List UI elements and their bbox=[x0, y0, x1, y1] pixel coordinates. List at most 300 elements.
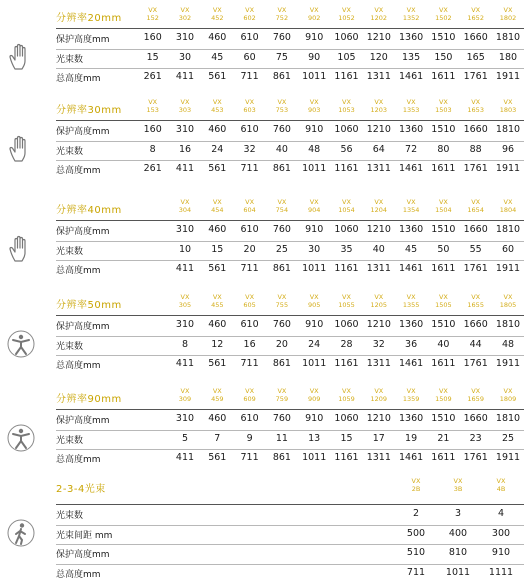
table-cell: 36 bbox=[405, 338, 418, 350]
table-cell: 861 bbox=[272, 358, 291, 369]
row-label: 光束数 bbox=[56, 511, 84, 521]
table-cell: 561 bbox=[208, 163, 227, 174]
table-cell: 711 bbox=[240, 263, 259, 274]
model-prefix: VX bbox=[148, 98, 158, 106]
table-cell: 1510 bbox=[431, 319, 456, 330]
model-prefix: VX bbox=[406, 293, 416, 301]
model-number: 153 bbox=[146, 106, 159, 114]
table-cell: 60 bbox=[243, 51, 256, 63]
table-row bbox=[56, 410, 524, 429]
table-row bbox=[56, 49, 524, 68]
model-code bbox=[461, 98, 491, 114]
table-cell: 1810 bbox=[495, 413, 521, 424]
table-cell: 910 bbox=[305, 224, 324, 235]
table-cell: 1810 bbox=[495, 224, 521, 235]
model-code bbox=[235, 293, 265, 309]
model-prefix: VX bbox=[503, 293, 513, 301]
table-cell: 760 bbox=[272, 124, 291, 135]
table-row bbox=[56, 121, 524, 140]
table-cell: 23 bbox=[469, 432, 482, 444]
table-cell: 610 bbox=[240, 32, 259, 43]
model-prefix: VX bbox=[277, 198, 287, 206]
table-cell: 1360 bbox=[399, 413, 424, 424]
model-number: 309 bbox=[178, 395, 192, 403]
model-number: 304 bbox=[178, 206, 192, 214]
model-code bbox=[332, 6, 362, 22]
model-code bbox=[299, 198, 329, 214]
table-cell: 760 bbox=[272, 413, 291, 424]
model-code bbox=[428, 198, 458, 214]
table-row bbox=[56, 241, 524, 260]
table-cell: 1911 bbox=[495, 71, 521, 82]
model-number: 1805 bbox=[499, 301, 517, 309]
section-title: 分辨率40mm bbox=[56, 205, 122, 216]
model-number: 759 bbox=[275, 395, 289, 403]
table-row bbox=[56, 564, 524, 583]
table-cell: 1161 bbox=[334, 452, 359, 463]
section-title: 分辨率30mm bbox=[56, 105, 122, 116]
table-cell: 1111 bbox=[488, 566, 514, 578]
table-cell: 261 bbox=[143, 71, 162, 82]
table-row bbox=[56, 316, 524, 335]
table-cell: 1360 bbox=[399, 32, 424, 43]
table-cell: 460 bbox=[208, 413, 227, 424]
table-cell: 1161 bbox=[334, 358, 359, 369]
table-cell: 48 bbox=[308, 143, 321, 155]
model-number: 455 bbox=[211, 301, 224, 309]
table-cell: 24 bbox=[308, 338, 321, 350]
table-cell: 1011 bbox=[302, 358, 327, 369]
model-code bbox=[396, 198, 426, 214]
table-cell: 1461 bbox=[399, 163, 424, 174]
model-number: 753 bbox=[275, 106, 289, 114]
model-prefix: VX bbox=[342, 198, 351, 206]
table-cell: 1761 bbox=[463, 358, 488, 369]
model-code bbox=[443, 477, 473, 493]
model-prefix: VX bbox=[277, 6, 287, 14]
table-cell: 810 bbox=[448, 547, 468, 558]
table-cell: 1510 bbox=[431, 32, 456, 43]
table-cell: 20 bbox=[243, 243, 256, 255]
table-cell: 1161 bbox=[334, 263, 359, 274]
table-cell: 711 bbox=[240, 163, 259, 174]
table-cell: 1060 bbox=[334, 413, 359, 424]
table-cell: 1210 bbox=[366, 124, 391, 135]
model-prefix: VX bbox=[406, 198, 416, 206]
model-number: 2B bbox=[411, 485, 421, 493]
walking-person-icon bbox=[6, 518, 36, 548]
body-icon bbox=[6, 423, 36, 453]
model-prefix: VX bbox=[180, 6, 190, 14]
table-cell: 1611 bbox=[431, 71, 456, 82]
table-cell: 760 bbox=[272, 319, 291, 330]
model-prefix: VX bbox=[277, 387, 287, 395]
model-code bbox=[267, 387, 297, 403]
table-cell: 561 bbox=[208, 452, 227, 463]
table-cell: 2 bbox=[412, 508, 420, 519]
model-code bbox=[364, 198, 394, 214]
model-code bbox=[170, 98, 200, 114]
table-cell: 1660 bbox=[463, 319, 488, 330]
table-cell: 16 bbox=[178, 143, 192, 155]
table-cell: 1311 bbox=[366, 163, 391, 174]
model-code bbox=[202, 98, 232, 114]
table-cell: 711 bbox=[406, 566, 426, 578]
table-cell: 1461 bbox=[399, 263, 424, 274]
row-label: 光束数 bbox=[56, 54, 84, 65]
model-code bbox=[364, 6, 394, 22]
model-prefix: VX bbox=[245, 198, 255, 206]
model-code bbox=[267, 98, 297, 114]
model-code bbox=[396, 6, 426, 22]
table-row bbox=[56, 336, 524, 355]
table-cell: 460 bbox=[208, 124, 227, 135]
table-row bbox=[56, 141, 524, 160]
table-row bbox=[56, 430, 524, 449]
table-cell: 1510 bbox=[431, 124, 456, 135]
table-cell: 1311 bbox=[366, 452, 391, 463]
model-number: 609 bbox=[243, 395, 256, 403]
table-cell: 460 bbox=[208, 32, 227, 43]
table-cell: 411 bbox=[175, 358, 195, 369]
row-label: 总高度mm bbox=[56, 74, 101, 84]
model-number: 1355 bbox=[402, 301, 420, 309]
table-cell: 561 bbox=[208, 263, 227, 274]
model-prefix: VX bbox=[309, 6, 319, 14]
table-cell: 411 bbox=[175, 71, 195, 82]
table-cell: 1360 bbox=[399, 124, 424, 135]
model-prefix: VX bbox=[212, 198, 222, 206]
table-cell: 910 bbox=[305, 413, 324, 424]
row-label: 总高度mm bbox=[56, 266, 101, 276]
model-prefix: VX bbox=[503, 387, 513, 395]
table-cell: 711 bbox=[240, 452, 259, 463]
model-prefix: VX bbox=[438, 98, 448, 106]
table-cell: 1611 bbox=[431, 163, 456, 174]
table-cell: 610 bbox=[240, 413, 259, 424]
model-prefix: VX bbox=[212, 293, 222, 301]
table-row bbox=[56, 355, 524, 374]
table-cell: 310 bbox=[175, 413, 195, 424]
model-prefix: VX bbox=[438, 293, 448, 301]
table-cell: 1210 bbox=[366, 413, 391, 424]
model-prefix: VX bbox=[471, 98, 481, 106]
model-prefix: VX bbox=[180, 98, 190, 106]
model-prefix: VX bbox=[374, 98, 384, 106]
model-code bbox=[299, 293, 329, 309]
model-code bbox=[332, 198, 362, 214]
table-cell: 15 bbox=[146, 51, 159, 63]
table-cell: 1461 bbox=[399, 71, 424, 82]
table-cell: 75 bbox=[275, 51, 288, 63]
model-code bbox=[299, 6, 329, 22]
model-prefix: VX bbox=[374, 6, 384, 14]
model-prefix: VX bbox=[438, 387, 448, 395]
table-cell: 48 bbox=[501, 338, 515, 350]
table-cell: 20 bbox=[275, 338, 288, 350]
table-cell: 1060 bbox=[334, 124, 359, 135]
table-row bbox=[56, 160, 524, 179]
model-number: 602 bbox=[243, 14, 256, 22]
table-cell: 861 bbox=[272, 263, 291, 274]
model-number: 1803 bbox=[499, 106, 517, 114]
table-cell: 10 bbox=[178, 243, 192, 255]
model-code bbox=[332, 387, 362, 403]
model-number: 1354 bbox=[402, 206, 420, 214]
model-prefix: VX bbox=[374, 198, 384, 206]
model-number: 1502 bbox=[435, 14, 452, 22]
table-cell: 1060 bbox=[334, 32, 359, 43]
row-label: 保护高度mm bbox=[56, 416, 110, 426]
table-cell: 400 bbox=[448, 527, 468, 539]
table-cell: 1761 bbox=[463, 452, 488, 463]
model-prefix: VX bbox=[471, 293, 481, 301]
table-cell: 460 bbox=[208, 319, 227, 330]
model-prefix: VX bbox=[471, 387, 481, 395]
model-prefix: VX bbox=[453, 477, 463, 485]
model-code bbox=[493, 293, 523, 309]
section-title: 分辨率90mm bbox=[56, 394, 122, 405]
model-prefix: VX bbox=[180, 198, 190, 206]
model-code bbox=[461, 198, 491, 214]
model-prefix: VX bbox=[212, 98, 222, 106]
model-code bbox=[493, 98, 523, 114]
model-prefix: VX bbox=[245, 98, 255, 106]
table-cell: 760 bbox=[272, 224, 291, 235]
table-cell: 310 bbox=[175, 224, 195, 235]
model-code bbox=[202, 293, 232, 309]
model-prefix: VX bbox=[180, 293, 190, 301]
model-prefix: VX bbox=[342, 387, 351, 395]
model-prefix: VX bbox=[180, 387, 190, 395]
table-row bbox=[56, 221, 524, 240]
table-cell: 17 bbox=[372, 432, 385, 444]
table-cell: 72 bbox=[405, 143, 418, 155]
table-cell: 1210 bbox=[366, 224, 391, 235]
table-cell: 7 bbox=[214, 432, 221, 444]
table-cell: 261 bbox=[143, 163, 162, 174]
model-code bbox=[235, 387, 265, 403]
table-cell: 1761 bbox=[463, 163, 488, 174]
table-cell: 40 bbox=[275, 143, 288, 155]
model-prefix: VX bbox=[503, 98, 513, 106]
table-cell: 610 bbox=[240, 124, 259, 135]
model-code bbox=[364, 387, 394, 403]
table-cell: 861 bbox=[272, 163, 291, 174]
table-cell: 1011 bbox=[302, 163, 327, 174]
model-number: 1055 bbox=[338, 301, 355, 309]
hand-icon bbox=[6, 42, 36, 72]
model-code bbox=[170, 6, 200, 22]
table-cell: 561 bbox=[208, 71, 227, 82]
model-code bbox=[267, 198, 297, 214]
table-cell: 910 bbox=[305, 32, 324, 43]
model-number: 452 bbox=[211, 14, 224, 22]
table-cell: 45 bbox=[405, 243, 418, 255]
row-label: 总高度mm bbox=[56, 455, 101, 465]
model-code bbox=[332, 293, 362, 309]
model-prefix: VX bbox=[342, 98, 351, 106]
table-cell: 910 bbox=[491, 547, 511, 558]
table-cell: 861 bbox=[272, 452, 291, 463]
table-cell: 460 bbox=[208, 224, 227, 235]
table-cell: 300 bbox=[491, 527, 511, 539]
model-code bbox=[461, 387, 491, 403]
table-cell: 8 bbox=[149, 143, 156, 155]
table-cell: 1360 bbox=[399, 224, 424, 235]
row-label: 保护高度mm bbox=[56, 127, 110, 137]
table-row bbox=[56, 505, 524, 524]
model-number: 302 bbox=[178, 14, 192, 22]
table-cell: 411 bbox=[175, 263, 195, 274]
table-row bbox=[56, 29, 524, 48]
model-number: 1504 bbox=[435, 206, 452, 214]
hand-icon bbox=[6, 134, 36, 164]
table-cell: 15 bbox=[211, 243, 224, 255]
model-code bbox=[396, 387, 426, 403]
model-code bbox=[202, 6, 232, 22]
row-label: 光束数 bbox=[56, 341, 84, 352]
model-number: 1209 bbox=[370, 395, 388, 403]
model-number: 1059 bbox=[338, 395, 355, 403]
table-cell: 3 bbox=[454, 508, 462, 519]
row-label: 光束数 bbox=[56, 146, 84, 157]
row-label: 总高度mm bbox=[56, 361, 101, 371]
model-prefix: VX bbox=[309, 293, 319, 301]
table-cell: 30 bbox=[308, 243, 321, 255]
model-number: 1204 bbox=[370, 206, 388, 214]
table-cell: 760 bbox=[272, 32, 291, 43]
table-cell: 19 bbox=[405, 432, 418, 444]
model-prefix: VX bbox=[245, 387, 255, 395]
table-cell: 861 bbox=[272, 71, 291, 82]
model-number: 303 bbox=[178, 106, 192, 114]
model-prefix: VX bbox=[374, 387, 384, 395]
table-cell: 28 bbox=[340, 338, 353, 350]
model-prefix: VX bbox=[277, 293, 287, 301]
model-code bbox=[170, 293, 200, 309]
model-number: 305 bbox=[178, 301, 192, 309]
row-label: 总高度mm bbox=[56, 569, 101, 580]
table-cell: 1660 bbox=[463, 124, 488, 135]
table-cell: 1611 bbox=[431, 358, 456, 369]
model-code bbox=[299, 98, 329, 114]
table-cell: 32 bbox=[372, 338, 385, 350]
model-code bbox=[493, 198, 523, 214]
model-number: 1509 bbox=[435, 395, 452, 403]
model-number: 1654 bbox=[467, 206, 484, 214]
section-title: 2-3-4光束 bbox=[56, 484, 106, 495]
table-cell: 310 bbox=[175, 319, 195, 330]
table-cell: 1360 bbox=[399, 319, 424, 330]
model-code bbox=[428, 6, 458, 22]
model-number: 755 bbox=[275, 301, 289, 309]
model-code bbox=[138, 6, 168, 22]
table-cell: 135 bbox=[402, 51, 421, 63]
table-cell: 1810 bbox=[495, 319, 521, 330]
table-cell: 45 bbox=[211, 51, 224, 63]
row-label: 保护高度mm bbox=[56, 227, 110, 237]
model-number: 1659 bbox=[467, 395, 484, 403]
table-cell: 16 bbox=[243, 338, 256, 350]
table-cell: 35 bbox=[340, 243, 353, 255]
model-number: 1052 bbox=[338, 14, 355, 22]
table-cell: 1911 bbox=[495, 452, 521, 463]
model-code bbox=[428, 98, 458, 114]
table-cell: 5 bbox=[181, 432, 189, 444]
table-cell: 610 bbox=[240, 224, 259, 235]
model-number: 904 bbox=[307, 206, 321, 214]
table-cell: 1761 bbox=[463, 263, 488, 274]
table-cell: 44 bbox=[469, 338, 482, 350]
table-cell: 56 bbox=[340, 143, 353, 155]
table-row bbox=[56, 68, 524, 87]
model-number: 1053 bbox=[338, 106, 355, 114]
model-code bbox=[235, 98, 265, 114]
table-cell: 60 bbox=[501, 243, 515, 255]
table-cell: 15 bbox=[340, 432, 353, 444]
section-title: 分辨率50mm bbox=[56, 300, 122, 311]
model-number: 1202 bbox=[370, 14, 388, 22]
model-prefix: VX bbox=[212, 6, 222, 14]
table-cell: 40 bbox=[372, 243, 385, 255]
model-prefix: VX bbox=[503, 198, 513, 206]
table-cell: 510 bbox=[406, 547, 426, 558]
model-code bbox=[235, 198, 265, 214]
table-cell: 1011 bbox=[302, 452, 327, 463]
table-cell: 64 bbox=[372, 143, 385, 155]
table-cell: 21 bbox=[437, 432, 450, 444]
model-code bbox=[202, 387, 232, 403]
model-prefix: VX bbox=[438, 6, 448, 14]
table-cell: 1611 bbox=[431, 452, 456, 463]
model-prefix: VX bbox=[374, 293, 384, 301]
model-number: 905 bbox=[307, 301, 321, 309]
model-code bbox=[299, 387, 329, 403]
table-cell: 11 bbox=[275, 432, 288, 444]
model-code bbox=[461, 293, 491, 309]
table-cell: 1911 bbox=[495, 263, 521, 274]
model-code bbox=[493, 6, 523, 22]
table-cell: 1911 bbox=[495, 358, 521, 369]
hand-icon bbox=[6, 234, 36, 264]
model-number: 902 bbox=[307, 14, 321, 22]
table-cell: 88 bbox=[469, 143, 482, 155]
table-cell: 1011 bbox=[445, 566, 471, 578]
model-code bbox=[267, 293, 297, 309]
row-label: 保护高度mm bbox=[56, 550, 110, 560]
model-number: 1352 bbox=[402, 14, 420, 22]
model-prefix: VX bbox=[212, 387, 222, 395]
model-number: 4B bbox=[496, 485, 506, 493]
section-title: 分辨率20mm bbox=[56, 13, 122, 24]
table-cell: 25 bbox=[501, 432, 515, 444]
table-cell: 80 bbox=[437, 143, 450, 155]
model-number: 1203 bbox=[370, 106, 388, 114]
model-code bbox=[428, 387, 458, 403]
table-cell: 1660 bbox=[463, 32, 488, 43]
table-cell: 1011 bbox=[302, 263, 327, 274]
table-cell: 1810 bbox=[495, 124, 521, 135]
table-cell: 25 bbox=[275, 243, 288, 255]
table-cell: 1461 bbox=[399, 358, 424, 369]
model-number: 754 bbox=[275, 206, 289, 214]
table-cell: 1510 bbox=[431, 224, 456, 235]
model-code bbox=[202, 198, 232, 214]
model-prefix: VX bbox=[148, 6, 158, 14]
table-cell: 90 bbox=[308, 51, 321, 63]
model-code bbox=[493, 387, 523, 403]
